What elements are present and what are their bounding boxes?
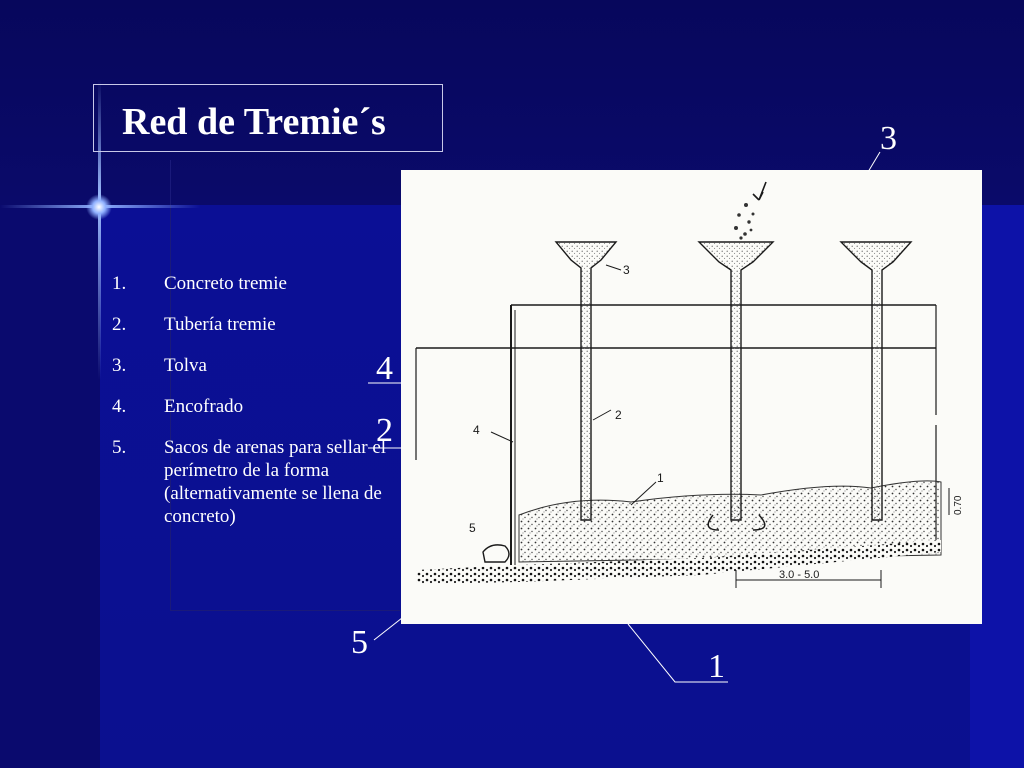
leader-3 (868, 152, 880, 172)
depth-dimension-label: 0.70 (953, 495, 964, 515)
legend-text: Concreto tremie (164, 273, 287, 294)
callout-1: 1 (708, 648, 725, 685)
legend-number: 4. (112, 396, 127, 417)
legend-number: 1. (112, 273, 127, 294)
drawing-label-3: 3 (623, 263, 630, 277)
drawing-label-2: 2 (615, 408, 622, 422)
callout-2: 2 (376, 412, 393, 449)
callout-5: 5 (351, 624, 368, 661)
drawing-label-1: 1 (657, 471, 664, 485)
legend-text: Encofrado (164, 396, 244, 417)
legend-number: 3. (112, 355, 127, 376)
callout-4: 4 (376, 350, 393, 387)
legend-text: Tubería tremie (164, 314, 276, 335)
drawing-label-4: 4 (473, 423, 480, 437)
width-dimension-label: 3.0 - 5.0 (779, 569, 820, 581)
drawing-label-5: 5 (469, 521, 476, 535)
legend-number: 5. (112, 437, 127, 458)
callout-3: 3 (880, 120, 897, 157)
legend-text: Tolva (164, 355, 207, 376)
slide-title: Red de Tremie´s (122, 101, 386, 143)
leader-5 (374, 618, 402, 640)
legend-number: 2. (112, 314, 127, 335)
legend-text: Sacos de arenas para sellar el perímetro de la forma (alternativamente se llena de concreto) (164, 437, 387, 527)
